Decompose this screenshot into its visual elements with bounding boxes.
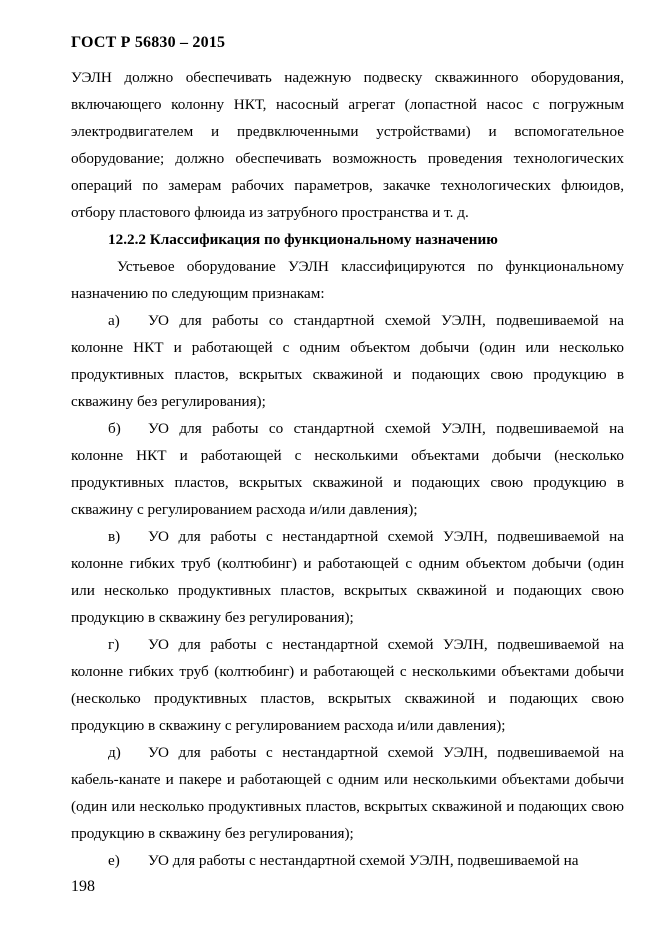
list-item-text: УО для работы со стандартной схемой УЭЛН, подвешиваемой на колонне НКТ и работающей с несколькими объектами добычи (несколько продуктивных пластов, вскрытых скважиной и подающих свою продукцию в скважину с регулированием расхода и/или давления); [71,420,624,518]
list-item [71,631,624,739]
list-marker: д) [108,744,121,761]
intro-paragraph: УЭЛН должно обеспечивать надежную подвеску скважинного оборудования, включающего колонну НКТ, насосный агрегат (лопастной насос с погружным электродвигателем и предвключенными устройствами) и вспомогательное оборудование; должно обеспечивать возможность проведения технологических операций по замерам рабочих параметров, закачке технологических флюидов, отбору пластового флюида из затрубного пространства и т. д. [71,69,624,221]
list-marker: а) [108,312,120,329]
section-heading: 12.2.2 Классификация по функциональному назначению [108,231,498,248]
list-marker: е) [108,852,120,869]
lead-paragraph: Устьевое оборудование УЭЛН классифицируются по функциональному назначению по следующим признакам: [71,258,624,302]
list-marker: г) [108,636,120,653]
list-item-text: УО для работы с нестандартной схемой УЭЛН, подвешиваемой на колонне гибких труб (колтюбинг) и работающей с несколькими объектами добычи (несколько продуктивных пластов, вскрытых скважиной и подающих свою продукцию в скважину с регулированием расхода и/или давления); [71,636,624,734]
list-item-text: УО для работы со стандартной схемой УЭЛН, подвешиваемой на колонне НКТ и работающей с одним объектом добычи (один или несколько продуктивных пластов, вскрытых скважиной и подающих свою продукцию в скважину без регулирования); [71,312,624,410]
list-item-text: УО для работы с нестандартной схемой УЭЛН, подвешиваемой на колонне гибких труб (колтюбинг) и работающей с одним объектом добычи (один или несколько продуктивных пластов, вскрытых скважиной и подающих свою продукцию в скважину без регулирования); [71,528,624,626]
list-item [71,523,624,631]
body-text [71,64,624,874]
standard-header: ГОСТ Р 56830 – 2015 [71,34,226,51]
list-item [71,307,624,415]
list-marker: в) [108,528,121,545]
list-marker: б) [108,420,121,437]
list-item-text: УО для работы с нестандартной схемой УЭЛН, подвешиваемой на [148,852,579,869]
list-item-text: УО для работы с нестандартной схемой УЭЛН, подвешиваемой на кабель-канате и пакере и работающей с одним или несколькими объектами добычи (один или несколько продуктивных пластов, вскрытых скважиной и подающих свою продукцию в скважину без регулирования); [71,744,624,842]
list-item [71,847,624,874]
list-item [71,415,624,523]
list-item [71,739,624,847]
page-number: 198 [71,878,95,895]
